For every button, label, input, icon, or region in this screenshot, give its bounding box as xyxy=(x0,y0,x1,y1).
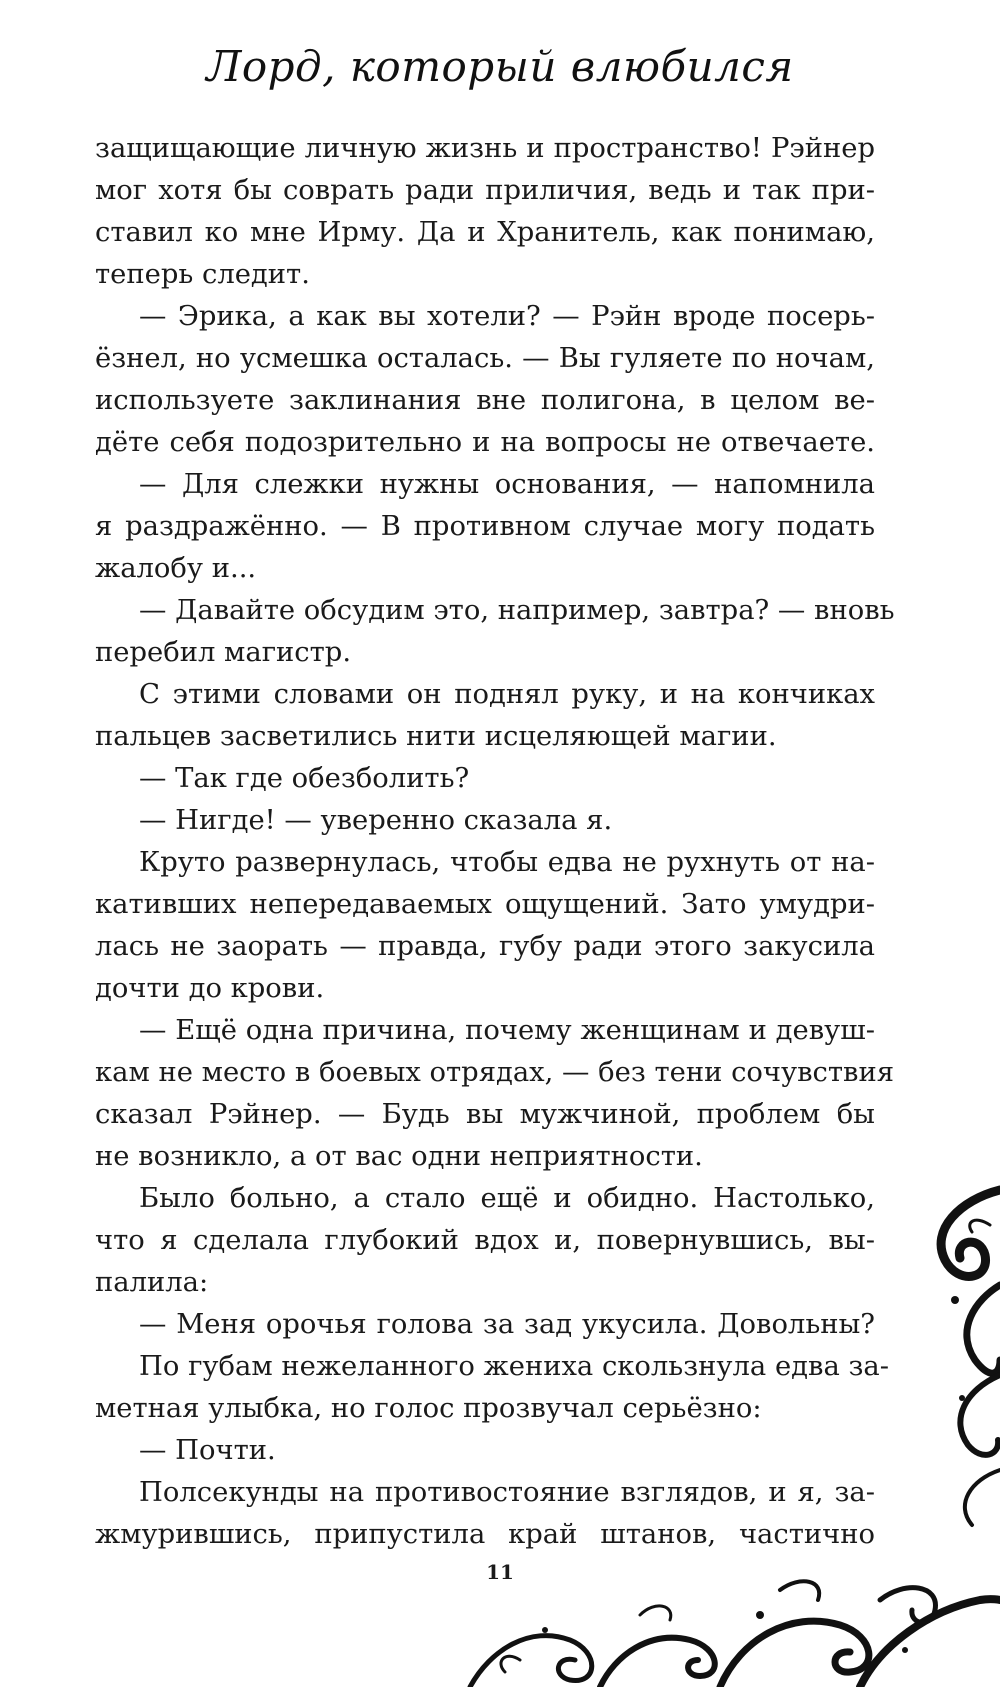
text-line: сказал Рэйнер. — Будь вы мужчиной, проблем бы xyxy=(95,1099,875,1130)
text-line: кам не место в боевых отрядах, — без тени сочувствия xyxy=(95,1057,894,1088)
text-line: используете заклинания вне полигона, в целом ве- xyxy=(95,385,875,416)
text-line: Круто развернулась, чтобы едва не рухнуть от на- xyxy=(139,847,875,878)
text-line: — Эрика, а как вы хотели? — Рэйн вроде посерь- xyxy=(139,301,875,332)
text-line: Было больно, а стало ещё и обидно. Настолько, xyxy=(139,1183,875,1214)
text-line: — Для слежки нужны основания, — напомнила xyxy=(139,469,875,500)
text-line: — Так где обезболить? xyxy=(139,763,470,794)
text-line: пальцев засветились нити исцеляющей магии. xyxy=(95,721,777,752)
text-line: мог хотя бы соврать ради приличия, ведь и так при- xyxy=(95,175,875,206)
text-line: что я сделала глубокий вдох и, повернувшись, вы- xyxy=(95,1225,875,1256)
text-line: не возникло, а от вас одни неприятности. xyxy=(95,1141,703,1172)
text-line: палила: xyxy=(95,1267,209,1298)
text-line: перебил магистр. xyxy=(95,637,352,668)
page-number: 11 xyxy=(486,1560,514,1584)
text-line: По губам нежеланного жениха скользнула едва за- xyxy=(139,1351,890,1382)
running-title: Лорд, который влюбился xyxy=(206,42,794,91)
text-line: — Ещё одна причина, почему женщинам и девуш- xyxy=(139,1015,875,1046)
text-line: — Нигде! — уверенно сказала я. xyxy=(139,805,613,836)
text-line: — Давайте обсудим это, например, завтра? — вновь xyxy=(139,595,895,626)
text-line: Полсекунды на противостояние взглядов, и я, за- xyxy=(139,1477,875,1508)
text-line: лась не заорать — правда, губу ради этого закусила xyxy=(95,931,875,962)
text-line: защищающие личную жизнь и пространство! Рэйнер xyxy=(95,133,875,164)
text-line: я раздражённо. — В противном случае могу подать xyxy=(95,511,875,542)
text-line: теперь следит. xyxy=(95,259,310,290)
text-line: ставил ко мне Ирму. Да и Хранитель, как понимаю, xyxy=(95,217,875,248)
text-line: С этими словами он поднял руку, и на кончиках xyxy=(139,679,875,710)
text-line: дочти до крови. xyxy=(95,973,325,1004)
text-line: метная улыбка, но голос прозвучал серьёзно: xyxy=(95,1393,762,1424)
text-line: кативших непередаваемых ощущений. Зато умудри- xyxy=(95,889,875,920)
text-line: — Почти. xyxy=(139,1435,276,1466)
text-line: дёте себя подозрительно и на вопросы не отвечаете. xyxy=(95,427,875,458)
text-line: жалобу и... xyxy=(95,553,257,584)
text-line: жмурившись, припустила край штанов, частично xyxy=(95,1519,875,1550)
text-line: ёзнел, но усмешка осталась. — Вы гуляете по ночам, xyxy=(95,343,875,374)
body-text xyxy=(95,128,895,1556)
text-line: — Меня орочья голова за зад укусила. Довольны? xyxy=(139,1309,875,1340)
